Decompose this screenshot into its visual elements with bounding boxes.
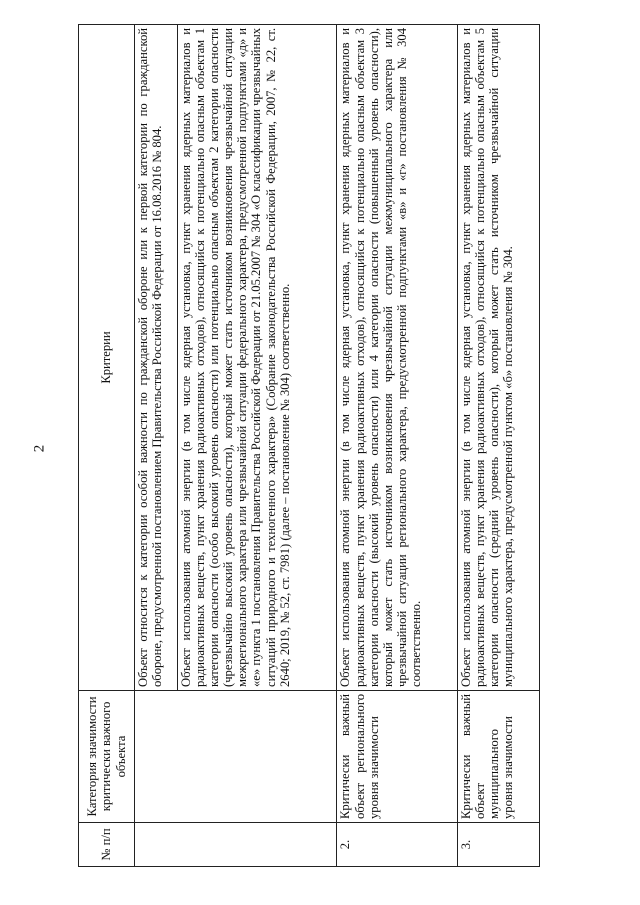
row-1-num	[135, 823, 337, 867]
criteria-table	[78, 24, 540, 867]
table-row	[135, 25, 178, 867]
rotated-table-container	[78, 25, 540, 867]
table-row	[337, 25, 458, 867]
table-header-row	[79, 25, 135, 867]
row-3-criteria-1: Объект использования атомной энергии (в том числе ядерная установка, пункт хранения ядерных материалов и радиоактивных веществ, пункт хранения радиоактивных отходов), относящийся к потенциально опасным объектам 5 категории опасности (средний уровень опасности), который может стать источником чрезвычайной ситуации муниципального характера, предусмотренной пунктом «б» постановления № 304.	[458, 25, 540, 691]
page-number: 2	[31, 444, 48, 453]
table-row	[458, 25, 540, 867]
row-1-category	[135, 691, 337, 823]
header-category: Категория значимости критически важного объекта	[79, 691, 135, 823]
row-3-category: Критически важный объект муниципального уровня значимости	[458, 691, 540, 823]
row-3-num: 3.	[458, 823, 540, 867]
header-num: № п/п	[79, 823, 135, 867]
header-criteria: Критерии	[79, 25, 135, 691]
row-1-criteria-1: Объект относится к категории особой важности по гражданской обороне или к первой категории по гражданской обороне, предусмотренной постановлением Правительства Российской Федерации от 16.08.2016 № 804.	[135, 25, 178, 691]
row-2-num: 2.	[337, 823, 458, 867]
row-1-criteria-2: Объект использования атомной энергии (в том числе ядерная установка, пункт хранения ядерных материалов и радиоактивных веществ, пункт хранения радиоактивных отходов), относящийся к потенциально опасным объектам 1 категории опасности (особо высокий уровень опасности) или потенциально опасным объектам 2 категории опасности (чрезвычайно высокий уровень опасности), который может стать источником возникновения чрезвычайной ситуации межрегионального характера или чрезвычайной ситуации федерального характера, предусмотренной подпунктами «д» и «е» пункта 1 постановления Правительства Российской Федерации от 21.05.2007 № 304 «О классификации чрезвычайных ситуаций природного и техногенного характера» (Собрание законодательства Российской Федерации, 2007, № 22, ст. 2640; 2019, № 52, ст. 7981) (далее – постановление № 304) соответственно.	[177, 25, 337, 691]
row-2-criteria-1: Объект использования атомной энергии (в том числе ядерная установка, пункт хранения ядерных материалов и радиоактивных веществ, пункт хранения радиоактивных отходов), относящийся к потенциально опасным объектам 3 категории опасности (высокий уровень опасности) или 4 категории опасности (повышенный уровень опасности), который может стать источником возникновения чрезвычайной ситуации межмуниципального характера или чрезвычайной ситуации регионального характера, предусмотренной подпунктами «в» и «г» постановления № 304 соответственно.	[337, 25, 458, 691]
row-2-category: Критически важный объект регионального уровня значимости	[337, 691, 458, 823]
